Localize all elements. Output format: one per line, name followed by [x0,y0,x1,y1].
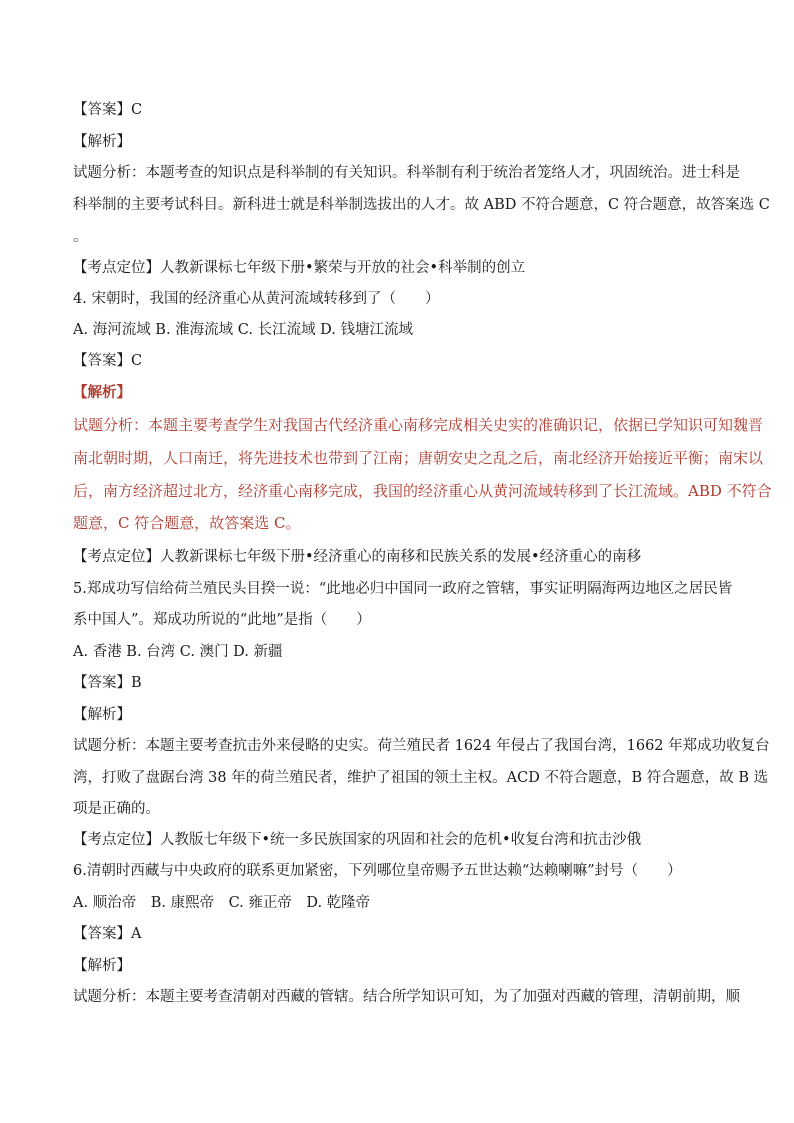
question-stem: 系中国人”。郑成功所说的“此地”是指（ ） [73,612,371,628]
question-options: A. 香港 B. 台湾 C. 澳门 D. 新疆 [73,644,283,660]
analysis-heading: 【解析】 [73,707,131,723]
analysis-text: 湾，打败了盘踞台湾 38 年的荷兰殖民者，维护了祖国的领土主权。ACD 不符合题意，B 符合题意，故 B 选 [73,770,769,786]
analysis-text: 试题分析：本题考查的知识点是科举制的有关知识。科举制有利于统治者笼络人才，巩固统治。进士科是 [73,165,740,181]
analysis-heading: 【解析】 [73,958,131,974]
analysis-text: 试题分析：本题主要考查抗击外来侵略的史实。荷兰殖民者 1624 年侵占了我国台湾，1662 年郑成功收复台 [73,738,770,754]
topic-location: 【考点定位】人教版七年级下•统一多民族国家的巩固和社会的危机•收复台湾和抗击沙俄 [73,832,642,848]
question-stem: 6.清朝时西藏与中央政府的联系更加紧密，下列哪位皇帝赐予五世达赖“达赖喇嘛”封号（ ） [73,863,682,879]
question-options: A. 顺治帝 B. 康熙帝 C. 雍正帝 D. 乾隆帝 [73,895,371,911]
question-stem: 5.郑成功写信给荷兰殖民头目揆一说：“此地必归中国同一政府之管辖，事实证明隔海两边地区之居民皆 [73,581,733,597]
topic-location: 【考点定位】人教新课标七年级下册•繁荣与开放的社会•科举制的创立 [73,260,526,276]
analysis-heading: 【解析】 [73,384,131,401]
answer-label: 【答案】B [73,675,142,691]
analysis-text: 后，南方经济超过北方，经济重心南移完成，我国的经济重心从黄河流域转移到了长江流域。ABD 不符合 [73,482,772,500]
analysis-text: 试题分析：本题主要考查学生对我国古代经济重心南移完成相关史实的准确识记，依据已学知识可知魏晋 [73,416,764,434]
analysis-text: 试题分析：本题主要考查清朝对西藏的管辖。结合所学知识可知，为了加强对西藏的管理，清朝前期，顺 [73,989,740,1005]
question-stem: 4. 宋朝时，我国的经济重心从黄河流域转移到了（ ） [73,291,440,307]
answer-label: 【答案】C [73,353,143,369]
topic-location: 【考点定位】人教新课标七年级下册•经济重心的南移和民族关系的发展•经济重心的南移 [73,549,642,565]
question-options: A. 海河流域 B. 淮海流域 C. 长江流域 D. 钱塘江流域 [73,322,414,338]
answer-label: 【答案】A [73,926,142,942]
analysis-heading: 【解析】 [73,134,131,150]
analysis-text: 。 [73,229,88,245]
analysis-text: 科举制的主要考试科目。新科进士就是科举制选拔出的人才。故 ABD 不符合题意，C 符合题意，故答案选 C [73,197,770,213]
analysis-text: 题意，C 符合题意，故答案选 C。 [73,514,301,532]
answer-label: 【答案】C [73,102,143,118]
analysis-text: 项是正确的。 [73,801,160,817]
analysis-text: 南北朝时期，人口南迁，将先进技术也带到了江南；唐朝安史之乱之后，南北经济开始接近平衡；南宋以 [73,449,764,467]
